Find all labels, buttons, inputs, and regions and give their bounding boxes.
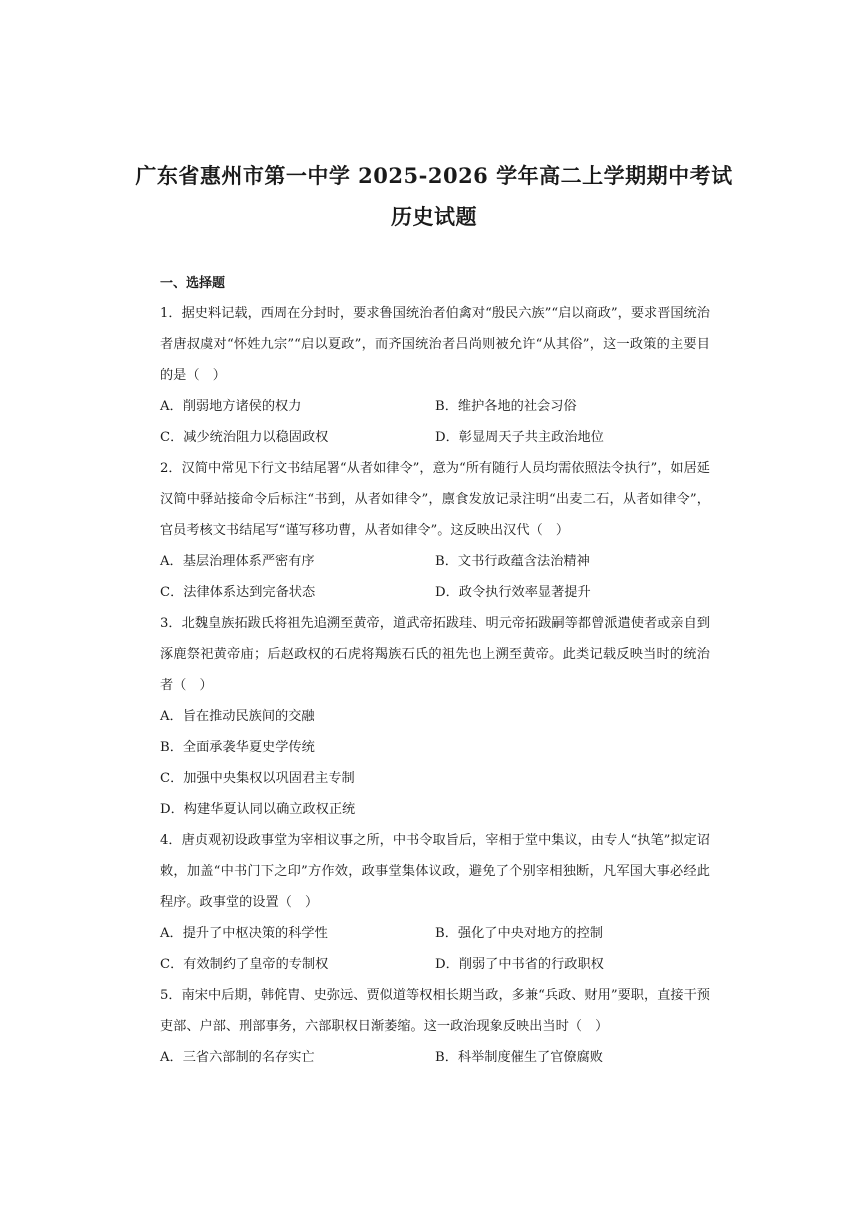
option-d: D．政令执行效率显著提升 bbox=[435, 585, 591, 600]
exam-title: 广东省惠州市第一中学 2025-2026 学年高二上学期期中考试 bbox=[135, 163, 733, 188]
option-d: D．削弱了中书省的行政职权 bbox=[435, 957, 604, 972]
option-b: B．科举制度催生了官僚腐败 bbox=[435, 1050, 603, 1065]
option-d: D．构建华夏认同以确立政权正统 bbox=[160, 802, 356, 817]
question-stem: 5．南宋中后期，韩侂胄、史弥远、贾似道等权相长期当政，多兼“兵政、财用”要职，直接干预吏部、户部、刑部事务，六部职权日渐萎缩。这一政治现象反映出当时（ ） bbox=[160, 988, 710, 1034]
option-a: A．基层治理体系严密有序 bbox=[160, 554, 315, 569]
question-4 bbox=[160, 825, 710, 918]
question-1 bbox=[160, 298, 710, 391]
question-2 bbox=[160, 453, 710, 546]
options-row bbox=[160, 918, 720, 949]
options-row bbox=[160, 949, 720, 980]
question-stem: 4．唐贞观初设政事堂为宰相议事之所，中书令取旨后，宰相于堂中集议，由专人“执笔”拟定诏敕，加盖“中书门下之印”方作效，政事堂集体议政，避免了个别宰相独断，凡军国大事必经此程序。政事堂的设置（ ） bbox=[160, 833, 710, 910]
option-a: A．三省六部制的名存实亡 bbox=[160, 1050, 315, 1065]
question-5 bbox=[160, 980, 710, 1042]
option-b: B．全面承袭华夏史学传统 bbox=[160, 740, 315, 755]
option-d: D．彰显周天子共主政治地位 bbox=[435, 430, 604, 445]
question-3 bbox=[160, 608, 710, 701]
option-c: C．法律体系达到完备状态 bbox=[160, 585, 316, 600]
exam-subtitle: 历史试题 bbox=[391, 204, 477, 229]
question-stem: 2．汉简中常见下行文书结尾署“从者如律令”，意为“所有随行人员均需依照法令执行”，如居延汉简中驿站接命令后标注“书到，从者如律令”，廪食发放记录注明“出麦二石，从者如律令”，官员考核文书结尾写“谨写移功曹，从者如律令”。这反映出汉代（ ） bbox=[160, 461, 710, 538]
option-a: A．削弱地方诸侯的权力 bbox=[160, 399, 302, 414]
options-row bbox=[160, 546, 720, 577]
question-stem: 3．北魏皇族拓跋氏将祖先追溯至黄帝，道武帝拓跋珪、明元帝拓跋嗣等都曾派遣使者或亲自到涿鹿祭祀黄帝庙；后赵政权的石虎将羯族石氏的祖先也上溯至黄帝。此类记载反映当时的统治者（ ） bbox=[160, 616, 710, 693]
question-stem: 1．据史料记载，西周在分封时，要求鲁国统治者伯禽对“殷民六族”“启以商政”，要求晋国统治者唐叔虞对“怀姓九宗”“启以夏政”，而齐国统治者吕尚则被允许“从其俗”，这一政策的主要目的是（ ） bbox=[160, 306, 710, 383]
option-b: B．维护各地的社会习俗 bbox=[435, 399, 577, 414]
option-c: C．减少统治阻力以稳固政权 bbox=[160, 430, 329, 445]
option-c: C．加强中央集权以巩固君主专制 bbox=[160, 771, 355, 786]
option-a: A．提升了中枢决策的科学性 bbox=[160, 926, 328, 941]
option-b: B．强化了中央对地方的控制 bbox=[435, 926, 603, 941]
options-row bbox=[160, 391, 720, 422]
option-c: C．有效制约了皇帝的专制权 bbox=[160, 957, 329, 972]
options-row bbox=[160, 1042, 720, 1073]
option-b: B．文书行政蕴含法治精神 bbox=[435, 554, 590, 569]
options-row bbox=[160, 422, 720, 453]
option-a: A．旨在推动民族间的交融 bbox=[160, 709, 315, 724]
options-row bbox=[160, 577, 720, 608]
section-heading: 一、选择题 bbox=[160, 276, 226, 291]
